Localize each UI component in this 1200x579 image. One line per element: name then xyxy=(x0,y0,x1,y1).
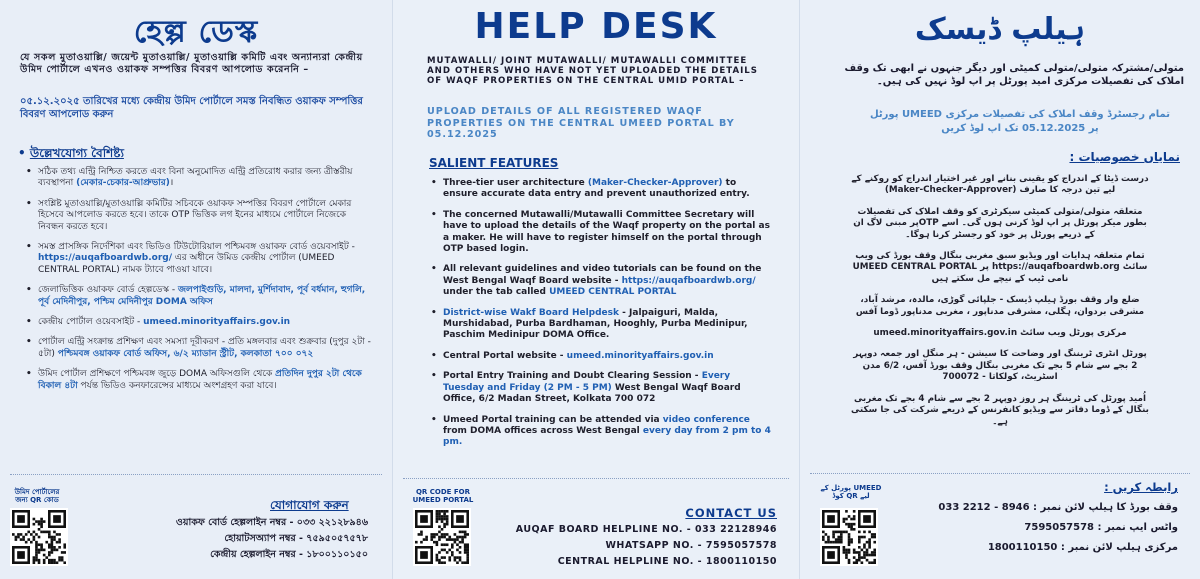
urdu-deadline: تمام رجسٹرڈ وقف املاک کی تفصیلات مرکزی UMEED پورٹل پر 05.12.2025 تک اپ لوڈ کریں xyxy=(869,109,1170,134)
list-item: مرکزی پورٹل ویب سائٹ umeed.minorityaffairs.gov.in xyxy=(873,328,1127,339)
english-central-helpline: CENTRAL HELPLINE NO. - 1800110150 xyxy=(557,556,777,567)
list-item: • Central Portal website - umeed.minorityaffairs.gov.in xyxy=(429,351,774,362)
bengali-title: হেল্প ডেস্ক xyxy=(133,14,259,50)
english-whatsapp: WHATSAPP NO. - 7595057578 xyxy=(605,540,777,551)
divider xyxy=(403,478,789,479)
list-item: • All relevant guidelines and video tutorials can be found on the West Bengal Waqf Board website - https://auqafboardwb.org/ under the tab called UMEED CENTRAL PORTAL xyxy=(429,264,774,298)
bengali-contact-title: যোগাযোগ করুন xyxy=(270,498,349,512)
urdu-title: ہیلپ ڈیسک xyxy=(914,12,1086,47)
bengali-qr-label: উমিদ পোর্টালের জন্য QR কোড xyxy=(14,488,60,504)
bengali-central-helpline: কেন্দ্রীয় হেল্পলাইন নম্বর - ১৮০০১১০১৫০ xyxy=(210,549,368,560)
english-qr-label: QR CODE FOR UMEED PORTAL xyxy=(412,488,474,504)
english-title: HELP DESK xyxy=(474,6,718,47)
english-feature-list xyxy=(429,178,774,449)
qr-code-icon[interactable] xyxy=(820,508,878,566)
bullet-icon: • xyxy=(18,146,30,160)
list-item: متعلقہ متولی/متولی کمیٹی سیکرٹری کو وقف املاک کی تفصیلات بطور میکر پورٹل پر اپ لوڈ کرنی ہوں گی۔ اسے OTPپر مبنی لاگ ان کے ذریعے پورٹل پر خود کو رجسٹر کرنا ہوگا۔ xyxy=(853,206,1147,240)
english-panel xyxy=(392,0,800,579)
urdu-contact-title: رابطہ کریں : xyxy=(1104,480,1178,494)
list-item: • জেলাভিত্তিক ওয়াকফ বোর্ড হেল্পডেস্ক - জলপাইগুড়ি, মালদা, মুর্শিদাবাদ, পূর্ব বর্ধমান, হুগলি, পূর্ব মেদিনীপুর, পশ্চিম মেদিনীপুর DOMA অফিস xyxy=(24,285,374,308)
list-item: • কেন্দ্রীয় পোর্টাল ওয়েবসাইট - umeed.minorityaffairs.gov.in xyxy=(24,317,374,328)
list-item: • সঠিক তথ্য এন্ট্রি নিশ্চিত করতে এবং বিনা অনুমোদিত এন্ট্রি প্রতিরোধ করার জন্য ত্রীস্তরীয় ব্যবস্থাপনা (মেকার-চেকার-আপ্রুভার)। xyxy=(24,167,374,190)
list-item: • Umeed Portal training can be attended via video conference from DOMA offices across West Bengal every day from 2 pm to 4 pm. xyxy=(429,415,774,449)
urdu-qr-label: UMEED پورٹل کے لیے QR کوڈ xyxy=(820,484,882,500)
bengali-panel xyxy=(0,0,392,579)
bengali-deadline: ০৫.১২.২০২৫ তারিখের মধ্যে কেন্দ্রীয় উমিদ পোর্টালে সমস্ত নিবন্ধিত ওয়াকফ সম্পত্তির বিবরণ আপলোড করুন xyxy=(20,96,363,120)
list-item: پورٹل انٹری ٹریننگ اور وضاحت کا سیشن - ہر منگل اور جمعہ دوپہر 2 بجے سے شام 5 بجے تک مغربی بنگال وقف بورڈ آفس، 6/2 مدن اسٹریٹ، کولکاتا - 700072 xyxy=(853,349,1147,383)
urdu-whatsapp: واٹس ایپ نمبر : 7595057578 xyxy=(1024,522,1178,533)
list-item: تمام متعلقہ ہدایات اور ویڈیو سبق مغربی بنگال وقف بورڈ کی ویب سائٹ https://auqafboardwb.org پر UMEED CENTRAL PORTAL نامی ٹیب کے نیچے مل سکتے ہیں xyxy=(852,251,1148,284)
english-intro: MUTAWALLI/ JOINT MUTAWALLI/ MUTAWALLI COMMITTEE AND OTHERS WHO HAVE NOT YET UPLOADED THE DETAILS OF WAQF PROPERTIES ON THE CENTRAL UMID PORTAL – xyxy=(427,56,758,86)
bengali-intro: যে সকল মুতাওয়াল্লি/ জয়েন্ট মুতাওয়াল্লি/ মুতাওয়াল্লি কমিটি এবং অন্যান্যরা কেন্দ্রীয় উমিদ পোর্টালে এখনও ওয়াকফ সম্পত্তির বিবরণ আপলোড করেননি – xyxy=(20,52,363,75)
english-salient-heading: SALIENT FEATURES xyxy=(429,156,559,170)
list-item: • উমিদ পোর্টাল প্রশিক্ষণে পশ্চিমবঙ্গ জুড়ে DOMA অফিসগুলি থেকে প্রতিদিন দুপুর ২টা থেকে বিকাল ৪টা পর্যন্ত ভিডিও কনফারেন্সের মাধ্যমে অংশগ্রহণ করা যাবে। xyxy=(24,369,374,392)
list-item: • Three-tier user architecture (Maker-Checker-Approver) to ensure accurate data entry and prevent unauthorized entry. xyxy=(429,178,774,201)
bengali-salient-heading xyxy=(18,145,124,165)
list-item: • Portal Entry Training and Doubt Clearing Session - Every Tuesday and Friday (2 PM - 5 PM) West Bengal Waqf Board Office, 6/2 Madan Street, Kolkata 700 072 xyxy=(429,371,774,405)
list-item: • সংশ্লিষ্ট মুতাওয়াল্লি/মুতাওয়াল্লি কমিটির সচিবকে ওয়াকফ সম্পত্তির বিবরণ পোর্টালে মেকার হিসেবে আপলোড করতে হবে। তাকে OTP ভিত্তিক লগ ইনের মাধ্যমে পোর্টালে নিজেকে নিবন্ধন করতে হবে। xyxy=(24,199,374,233)
urdu-salient-heading: نمایاں خصوصیات : xyxy=(1069,150,1180,164)
urdu-panel xyxy=(800,0,1200,579)
english-helpline: AUQAF BOARD HELPLINE NO. - 033 22128946 xyxy=(515,524,777,535)
list-item: • পোর্টাল এন্ট্রি সংক্রান্ত প্রশিক্ষণ এবং সমস্যা দূরীকরণ - প্রতি মঙ্গলবার এবং শুক্রবার (দুপুর ২টা - ৫টা) পশ্চিমবঙ্গ ওয়াকফ বোর্ড অফিস, ৬/২ ম্যাডান স্ট্রীট, কলকাতা ৭০০ ০৭২ xyxy=(24,337,374,360)
bengali-whatsapp: হোয়াটসঅ্যাপ নম্বর - ৭৫৯৫০৫৭৫৭৮ xyxy=(224,533,368,544)
urdu-helpline: وقف بورڈ کا ہیلپ لائن نمبر : 8946 - 2212 033 xyxy=(938,502,1178,513)
divider xyxy=(10,474,382,475)
list-item: • District-wise Wakf Board Helpdesk - Jalpaiguri, Malda, Murshidabad, Purba Bardhaman, Hooghly, Purba Medinipur, Paschim Medinipur DOMA Office. xyxy=(429,308,774,342)
divider xyxy=(810,473,1190,474)
urdu-central-helpline: مرکزی ہیلپ لائن نمبر : 1800110150 xyxy=(987,542,1178,553)
list-item: اُمید پورٹل کی ٹریننگ ہر روز دوپہر 2 بجے سے شام 4 بجے تک مغربی بنگال کے ڈوما دفاتر سے ویڈیو کانفرنس کے ذریعے شرکت کی جا سکتی ہے۔ xyxy=(851,393,1149,427)
list-item: • সমস্ত প্রাসঙ্গিক নির্দেশিকা এবং ভিডিও টিউটোরিয়াল পশ্চিমবঙ্গ ওয়াকফ বোর্ড ওয়েবসাইট - https://auqafboardwb.org/ এর অধীনে উমিড কেন্দ্রীয় পোর্টাল (UMEED CENTRAL PORTAL) নামক ট্যাবে পাওয়া যাবে। xyxy=(24,242,374,276)
bengali-helpline: ওয়াকফ বোর্ড হেল্পলাইন নম্বর - ০৩৩ ২২১২৮৯৪৬ xyxy=(175,517,368,528)
bengali-salient-label: উল্লেখযোগ্য বৈশিষ্ট্য xyxy=(29,146,124,160)
english-deadline: UPLOAD DETAILS OF ALL REGISTERED WAQF PROPERTIES ON THE CENTRAL UMEED PORTAL BY 05.12.2025 xyxy=(427,106,735,141)
urdu-feature-list xyxy=(850,174,1150,428)
list-item: • The concerned Mutawalli/Mutawalli Committee Secretary will have to upload the details of the Waqf property on the portal as a maker. He will have to register himself on the portal through OTP based login. xyxy=(429,210,774,256)
qr-code-icon[interactable] xyxy=(10,508,68,566)
bengali-feature-list xyxy=(24,167,374,392)
english-contact-title: CONTACT US xyxy=(685,506,777,520)
qr-code-icon[interactable] xyxy=(413,508,471,566)
list-item: ضلع وار وقف بورڈ ہیلپ ڈیسک - جلپائی گوڑی، مالدہ، مرشد آباد، مشرقی بردوان، ہگلی، مشرقی مدناپور ، مغربی مدناپور ڈوما آفس xyxy=(855,295,1145,317)
list-item: درست ڈیٹا کے اندراج کو یقینی بنانے اور غیر اختیار اندراج کو روکنے کے لیے تین درجہ کا صارف (Maker-Checker-Approver) xyxy=(851,174,1149,196)
urdu-intro: متولی/مشترکہ متولی/متولی کمیٹی اور دیگر جنہوں نے ابھی تک وقف املاک کی تفصیلات مرکزی امید پورٹل پر اپ لوڈ نہیں کی ہیں۔ xyxy=(844,63,1184,87)
